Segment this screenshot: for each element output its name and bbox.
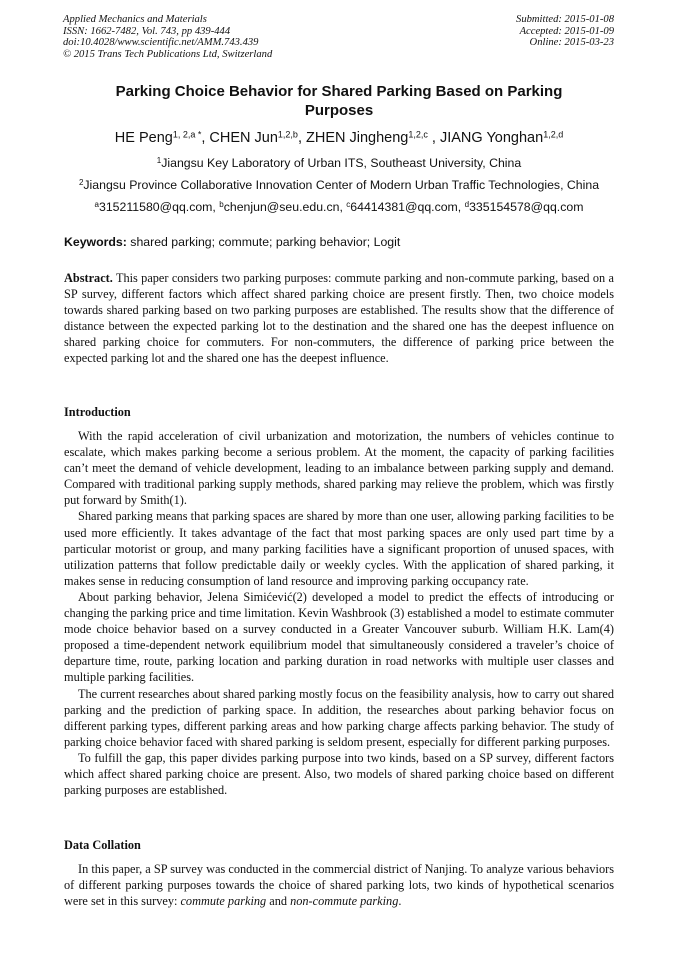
paragraph-text: In this paper, a SP survey was conducted in the commercial district of Nanjing. To analyze various behaviors of different parking purposes towards the choice of shared parking lots, two kinds of hypothetical scenarios were set in this survey: — [64, 862, 614, 909]
author-sep: , — [297, 130, 307, 146]
author-sup: 1,2,b — [277, 129, 298, 140]
paragraph-text: and — [266, 894, 291, 909]
affiliation-2 — [30, 178, 648, 193]
author-sup: 1,2,c — [408, 129, 428, 140]
email-sup: a — [94, 200, 99, 209]
paragraph: To fulfill the gap, this paper divides parking purpose into two kinds, based on a SP survey, different factors which affect shared parking choice are present. Also, two models of shared parking choice based on different parking purposes are established. — [64, 750, 614, 798]
online-date: Online: 2015-03-23 — [529, 37, 614, 49]
abstract-text: This paper considers two parking purposes: commute parking and non-commute parking, based on a SP survey, different factors which affect shared parking choice are present firstly. Then, two choice models towards shared parking based on two parking purposes are established. The results show that the difference of distance between the expected parking lot to the destination and the shared one has the deepest influence on shared parking choice for commuters. For non-commuters, the difference of parking price between the expected parking lot and the shared one has the deepest influence. — [64, 271, 614, 366]
author-sep: , — [201, 130, 210, 146]
introduction-body — [64, 428, 614, 798]
paper-title — [60, 82, 618, 120]
keywords-label: Keywords: — [64, 235, 127, 249]
email: 315211580@qq.com, — [98, 200, 220, 214]
paragraph-text: . — [398, 894, 402, 909]
paragraph: About parking behavior, Jelena Simićević(2) developed a model to predict the effects of introducing or changing the parking price and time limitation. Kevin Washbrook (3) established a model to estimate commuter mode choice behavior based on a survey conducted in a Greater Vancouver suburb. William H.K. Lam(4) proposed a time-dependent network equilibrium model that simultaneously considered a traveler’s choice of departure time, route, parking location and parking duration in road networks with multiple user classes and multiple parking facilities. — [64, 589, 614, 685]
title-line-2: Purposes — [304, 102, 374, 119]
copyright-line: © 2015 Trans Tech Publications Ltd, Switzerland — [63, 48, 273, 60]
emphasis: non-commute parking — [290, 894, 399, 909]
author-name: JIANG Yonghan — [439, 130, 544, 146]
paragraph — [64, 861, 614, 909]
dates-header — [516, 14, 614, 49]
data-collation-body — [64, 861, 614, 909]
email-sup: b — [219, 200, 224, 209]
keywords-text: shared parking; commute; parking behavior; Logit — [126, 235, 401, 249]
accepted-date: Accepted: 2015-01-09 — [519, 25, 614, 37]
author-name: HE Peng — [114, 130, 173, 146]
affiliation-text: Jiangsu Key Laboratory of Urban ITS, Southeast University, China — [161, 156, 522, 170]
abstract — [64, 270, 614, 367]
author-sup: 1, 2,a * — [172, 129, 202, 140]
paragraph: Shared parking means that parking spaces are shared by more than one user, allowing parking facilities to be used more efficiently. It takes advantage of the fact that most parking spaces are only used part time by a particular motorist or group, and many parking facilities have a significant proportion of unused spaces, with utilization patterns that follow predictable daily or weekly cycles. With the application of shared parking, it makes sense in reducing consumption of land resource and improving parking occupancy rate. — [64, 509, 614, 588]
affiliation-1 — [30, 156, 648, 171]
data-collation-heading: Data Collation — [64, 838, 141, 852]
email-sup: c — [346, 200, 351, 209]
email-sup: d — [464, 200, 470, 209]
email-line — [30, 200, 648, 215]
author-list — [40, 129, 638, 147]
author-name: CHEN Jun — [209, 130, 278, 146]
submitted-date: Submitted: 2015-01-08 — [516, 14, 614, 25]
email: 335154578@qq.com — [469, 200, 584, 214]
emphasis: commute parking — [180, 894, 267, 909]
keywords — [64, 235, 400, 250]
email: 64414381@qq.com, — [350, 200, 465, 214]
title-line-1: Parking Choice Behavior for Shared Parking Based on Parking — [115, 83, 563, 100]
journal-header — [63, 14, 272, 60]
affiliation-sup: 2 — [78, 178, 84, 187]
introduction-heading: Introduction — [64, 405, 131, 419]
paragraph: With the rapid acceleration of civil urbanization and motorization, the numbers of vehicles continue to escalate, which makes parking become a serious problem. At the moment, the capacity of parking facilities can’t meet the demand of vehicle development, leading to an imbalance between parking supply and demand. Compared with traditional parking supply methods, shared parking may relieve the problem, which was firstly put forward by Smith(1). — [64, 429, 614, 508]
affiliation-text: Jiangsu Province Collaborative Innovation Center of Modern Urban Traffic Technologies, China — [83, 178, 600, 192]
doi-line: doi:10.4028/www.scientific.net/AMM.743.439 — [63, 37, 259, 49]
affiliation-sup: 1 — [156, 156, 162, 165]
email: chenjun@seu.edu.cn, — [223, 200, 347, 214]
author-sup: 1,2,d — [543, 129, 564, 140]
author-name: ZHEN Jingheng — [306, 130, 409, 146]
issn-line: ISSN: 1662-7482, Vol. 743, pp 439-444 — [63, 25, 231, 37]
abstract-label: Abstract. — [64, 271, 113, 285]
author-sep: , — [427, 130, 440, 146]
journal-name: Applied Mechanics and Materials — [63, 14, 207, 25]
paragraph: The current researches about shared parking mostly focus on the feasibility analysis, how to carry out shared parking and the prediction of parking space. In addition, the researches about parking behavior focus on different parking types, different parking areas and how parking charge affects parking behavior. The study of parking choice behavior faced with shared parking is seldom present, especially for different parking purposes. — [64, 686, 614, 749]
